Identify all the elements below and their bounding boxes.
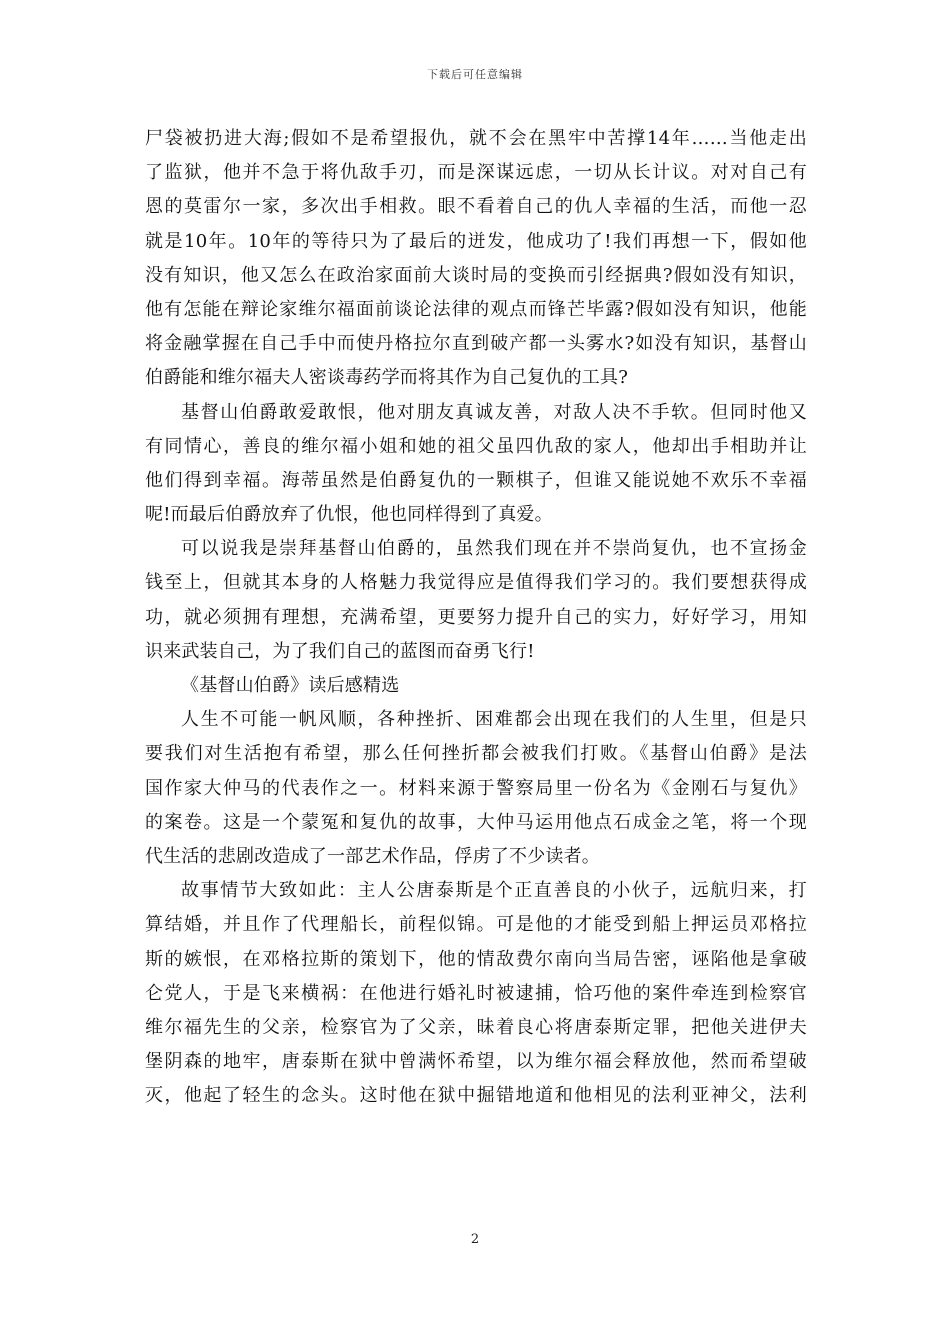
text-line: 尸袋被扔进大海;假如不是希望报仇，就不会在黑牢中苦撑14年……当他走出 <box>145 128 807 149</box>
text-line: 识来武装自己，为了我们自己的蓝图而奋勇飞行! <box>145 640 535 662</box>
paragraph <box>145 532 807 669</box>
text-line: 堡阴森的地牢，唐泰斯在狱中曾满怀希望，以为维尔福会释放他，然而希望破 <box>145 1051 807 1073</box>
text-line: 有同情心，善良的维尔福小姐和她的祖父虽四仇敌的家人，他却出手相助并让 <box>145 435 807 457</box>
text-line: 呢!而最后伯爵放弃了仇恨，他也同样得到了真爱。 <box>145 504 553 526</box>
text-line: 代生活的悲剧改造成了一部艺术作品，俘虏了不少读者。 <box>145 845 600 867</box>
text-line: 可以说我是崇拜基督山伯爵的，虽然我们现在并不崇尚复仇，也不宣扬金 <box>181 538 807 560</box>
text-line: 伯爵能和维尔福夫人密谈毒药学而将其作为自己复仇的工具? <box>145 367 629 389</box>
text-line: 斯的嫉恨，在邓格拉斯的策划下，他的情敌费尔南向当局告密，诬陷他是拿破 <box>145 948 807 970</box>
text-line: 仑党人，于是飞来横祸：在他进行婚礼时被逮捕，恰巧他的案件牵连到检察官 <box>145 982 807 1004</box>
text-line: 功，就必须拥有理想，充满希望，更要努力提升自己的实力，好好学习，用知 <box>145 606 807 628</box>
text-line: 要我们对生活抱有希望，那么任何挫折都会被我们打败。《基督山伯爵》是法 <box>145 743 807 765</box>
text-line: 了监狱，他并不急于将仇敌手刃，而是深谋远虑，一切从长计议。对对自己有 <box>145 162 807 184</box>
text-line: 人生不可能一帆风顺，各种挫折、困难都会出现在我们的人生里，但是只 <box>181 709 807 731</box>
paragraph <box>145 122 807 396</box>
text-line: 《基督山伯爵》读后感精选 <box>181 675 400 696</box>
document-body <box>145 122 807 1113</box>
text-line: 他有怎能在辩论家维尔福面前谈论法律的观点而锋芒毕露?假如没有知识，他能 <box>145 298 807 320</box>
paragraph <box>145 874 807 1113</box>
text-line: 维尔福先生的父亲，检察官为了父亲，昧着良心将唐泰斯定罪，把他关进伊夫 <box>145 1016 807 1038</box>
text-line: 就是10年。10年的等待只为了最后的迸发，他成功了!我们再想一下，假如他 <box>145 230 807 252</box>
text-line: 恩的莫雷尔一家，多次出手相救。眼不看着自己的仇人幸福的生活，而他一忍 <box>145 196 807 218</box>
paragraph <box>145 703 807 874</box>
text-line: 国作家大仲马的代表作之一。材料来源于警察局里一份名为《金刚石与复仇》 <box>145 777 807 799</box>
text-line: 灭，他起了轻生的念头。这时他在狱中掘错地道和他相见的法利亚神父，法利 <box>145 1085 807 1107</box>
text-line: 算结婚，并且作了代理船长，前程似锦。可是他的才能受到船上押运员邓格拉 <box>145 914 807 936</box>
text-line: 钱至上，但就其本身的人格魅力我觉得应是值得我们学习的。我们要想获得成 <box>145 572 807 594</box>
paragraph <box>145 396 807 533</box>
text-line: 没有知识，他又怎么在政治家面前大谈时局的变换而引经据典?假如没有知识， <box>145 264 807 286</box>
text-line: 的案卷。这是一个蒙冤和复仇的故事，大仲马运用他点石成金之笔，将一个现 <box>145 811 807 833</box>
section-title <box>145 669 807 703</box>
page-number: 2 <box>470 1232 480 1247</box>
text-line: 将金融掌握在自己手中而使丹格拉尔直到破产都一头雾水?如没有知识，基督山 <box>145 333 807 355</box>
text-line: 基督山伯爵敢爱敢恨，他对朋友真诚友善，对敌人决不手软。但同时他又 <box>181 401 807 423</box>
text-line: 他们得到幸福。海蒂虽然是伯爵复仇的一颗棋子，但谁又能说她不欢乐不幸福 <box>145 469 807 491</box>
text-line: 故事情节大致如此：主人公唐泰斯是个正直善良的小伙子，远航归来，打 <box>181 880 807 902</box>
page-header: 下载后可任意编辑 <box>427 68 523 81</box>
